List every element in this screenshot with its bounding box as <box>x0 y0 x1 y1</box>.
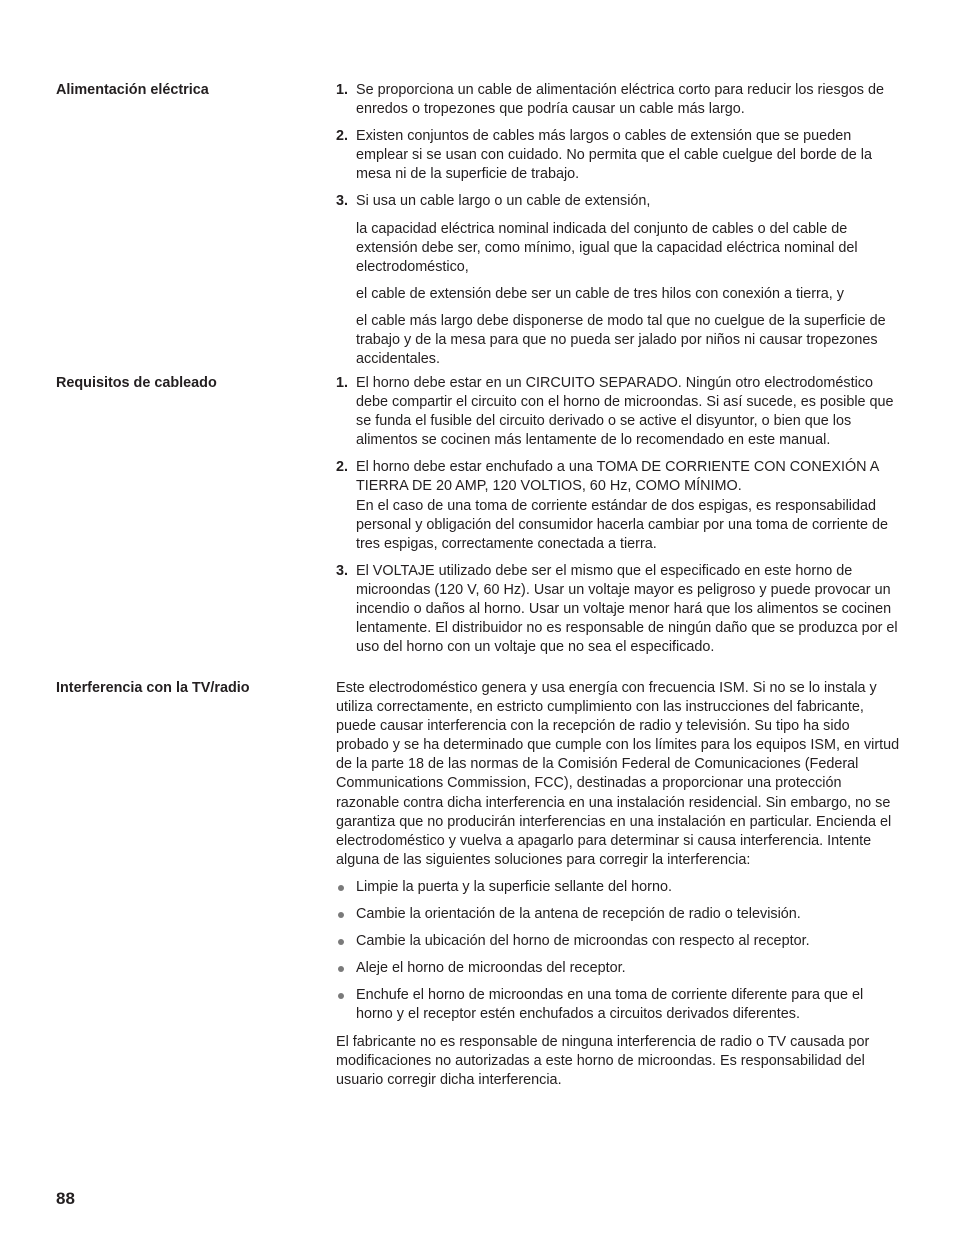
item-text: El horno debe estar enchufado a una TOMA DE CORRIENTE CON CONEXIÓN A TIERRA DE 20 AMP, 120 VOLTIOS, 60 Hz, COMO MÍNIMO. <box>356 459 879 495</box>
list-item <box>336 878 902 897</box>
list-item <box>336 458 902 553</box>
item-text: Se proporciona un cable de alimentación eléctrica corto para reducir los riesgos de enredos o tropezones que podría causar un cable más largo. <box>356 82 884 118</box>
bullet-text: Enchufe el horno de microondas en una toma de corriente diferente para que el horno y el receptor estén enchufados a circuitos derivados diferentes. <box>356 987 864 1023</box>
item-text: Si usa un cable largo o un cable de extensión, <box>356 193 651 210</box>
list-item <box>336 959 902 978</box>
bullet-text: Cambie la ubicación del horno de microondas con respecto al receptor. <box>356 933 810 950</box>
item-number: 1. <box>336 82 349 98</box>
bullet-icon <box>338 993 344 999</box>
section-content <box>336 679 902 1098</box>
item-number: 3. <box>336 562 349 579</box>
numbered-list <box>336 81 902 369</box>
section-heading: Interferencia con la TV/radio <box>56 680 250 696</box>
section-content <box>336 374 902 665</box>
item-text: El VOLTAJE utilizado debe ser el mismo que el especificado en este horno de microondas (120 V, 60 Hz). Usar un voltaje mayor es peligroso y puede provocar un incendio o daños al horno. Usar un voltaje menor hará que los alimentos se cocinen lentamente. El distribuidor no es responsable de ningún daño que se produzca por el uso del horno con un voltaje que no sea el especificado. <box>356 562 898 656</box>
item-subparagraph: el cable de extensión debe ser un cable de tres hilos con conexión a tierra, y <box>356 285 844 302</box>
bullet-icon <box>338 939 344 945</box>
list-item <box>336 986 902 1024</box>
bullet-icon <box>338 966 344 972</box>
bullet-text: Cambie la orientación de la antena de recepción de radio o televisión. <box>356 906 801 923</box>
item-text: Existen conjuntos de cables más largos o cables de extensión que se pueden emplear si se usan con cuidado. No permita que el cable cuelgue del borde de la mesa ni de la superficie de trabajo. <box>356 128 872 183</box>
outro-paragraph: El fabricante no es responsable de ninguna interferencia de radio o TV causada por modificaciones no autorizadas a este horno de microondas. Es responsabilidad del usuario corregir dicha interferencia. <box>336 1033 870 1088</box>
list-item <box>336 127 902 184</box>
item-text-continued: En el caso de una toma de corriente estándar de dos espigas, es responsabilidad personal y obligación del consumidor hacerla cambiar por una toma de corriente de tres espigas, correctamente conectada a tierra. <box>356 497 888 552</box>
section-content <box>336 81 902 377</box>
bullet-text: Aleje el horno de microondas del receptor. <box>356 960 626 977</box>
list-item <box>336 562 902 657</box>
item-number: 2. <box>336 128 349 145</box>
list-item <box>336 374 902 450</box>
bullet-list <box>336 878 902 1025</box>
item-subparagraph: el cable más largo debe disponerse de modo tal que no cuelgue de la superficie de trabajo y de la mesa para que no pueda ser jalado por niños ni causar tropezones accidentales. <box>356 312 886 368</box>
list-item <box>336 932 902 951</box>
bullet-icon <box>338 912 344 918</box>
page-number: 88 <box>56 1189 75 1208</box>
item-number: 1. <box>336 375 349 391</box>
list-item <box>336 192 902 369</box>
intro-paragraph: Este electrodoméstico genera y usa energía con frecuencia ISM. Si no se lo instala y utiliza correctamente, en estricto cumplimiento con las instrucciones del fabricante, puede causar interferencia con la recepción de radio y televisión. Su tipo ha sido probado y se ha determinado que cumple con los límites para los equipos ISM, en virtud de la parte 18 de las normas de la Comisión Federal de Comunicaciones (Federal Communications Commission, FCC), destinadas a proporcionar una protección razonable contra dicha interferencia en una instalación residencial. Sin embargo, no se garantiza que no producirán interferencias en una instalación en particular. Encienda el electrodoméstico y vuelva a apagarlo para determinar si causa interferencia. Intente alguna de las siguientes soluciones para corregir la interferencia: <box>336 680 900 868</box>
numbered-list <box>336 374 902 657</box>
bullet-icon <box>338 885 344 891</box>
item-text: El horno debe estar en un CIRCUITO SEPARADO. Ningún otro electrodoméstico debe compartir el circuito con el horno de microondas. Si así sucede, es posible que se funda el fusible del circuito derivado o se active el disyuntor, o bien que los alimentos se cocinen más lentamente de lo recomendado en este manual. <box>356 375 894 449</box>
item-number: 2. <box>336 459 349 476</box>
item-number: 3. <box>336 193 349 210</box>
list-item <box>336 905 902 924</box>
section-heading: Requisitos de cableado <box>56 375 217 391</box>
list-item <box>336 81 902 119</box>
section-heading: Alimentación eléctrica <box>56 82 209 98</box>
bullet-text: Limpie la puerta y la superficie sellante del horno. <box>356 878 672 895</box>
item-subparagraph: la capacidad eléctrica nominal indicada del conjunto de cables o del cable de extensión debe ser, como mínimo, igual que la capacidad eléctrica nominal del electrodoméstico, <box>356 220 858 275</box>
